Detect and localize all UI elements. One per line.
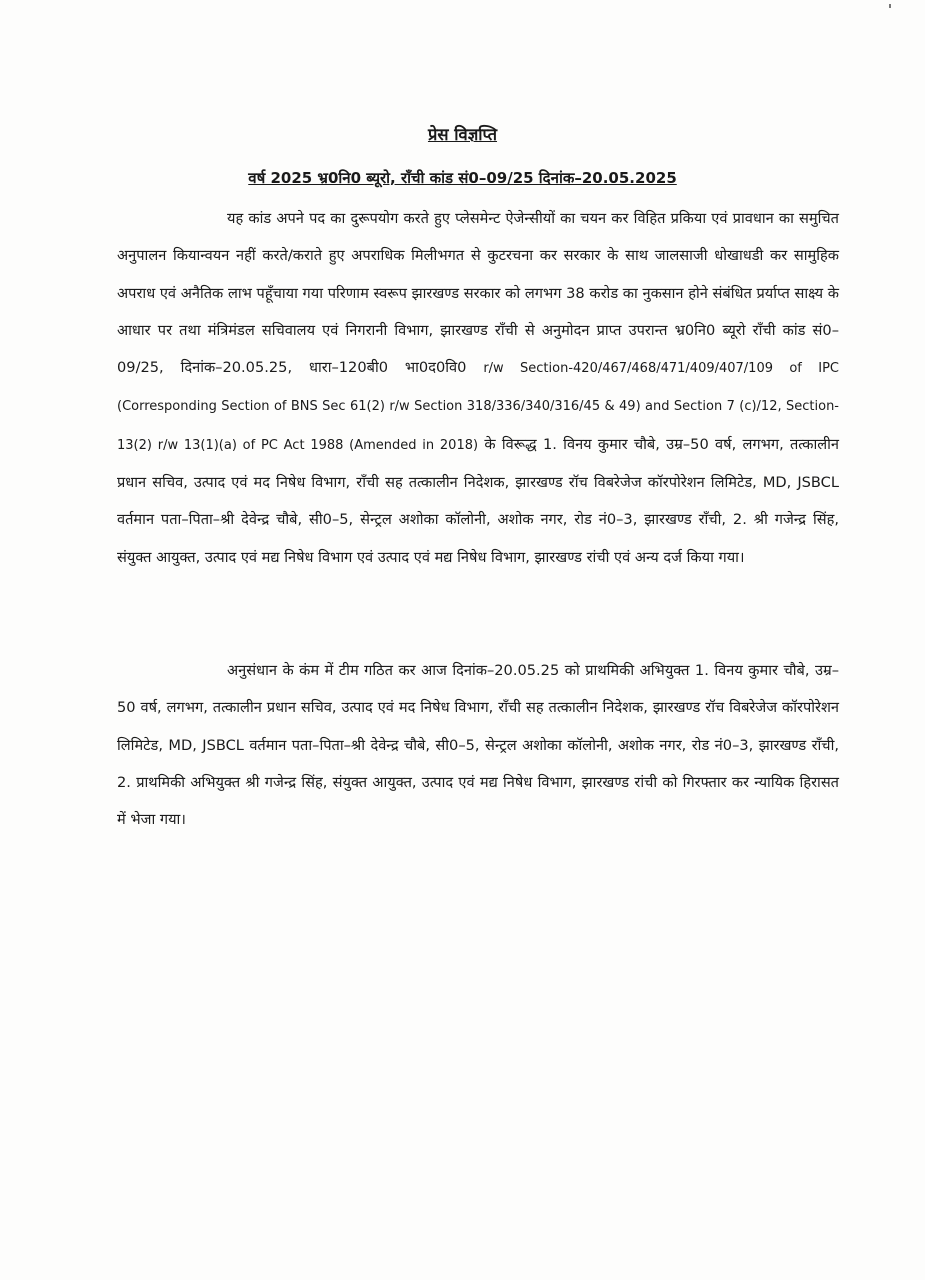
scan-speck [889, 4, 891, 8]
paragraph-case-details-part2: के विरूद्ध 1. विनय कुमार चौबे, उम्र–50 वर्ष, लगभग, तत्कालीन प्रधान सचिव, उत्पाद एवं मद निषेध विभाग, राँची सह तत्कालीन निदेशक, झारखण्ड रॉच विबरेजेज कॉरपोरेशन लिमिटेड, MD, JSBCL वर्तमान पता–पिता–श्री देवेन्द्र चौबे, सी0–5, सेन्ट्रल अशोका कॉलोनी, अशोक नगर, रोड नं0–3, झारखण्ड राँची, 2. श्री गजेन्द्र सिंह, संयुक्त आयुक्त, उत्पाद एवं मद्य निषेध विभाग एवं उत्पाद एवं मद्य निषेध विभाग, झारखण्ड रांची एवं अन्य दर्ज किया गया। [117, 435, 839, 566]
paragraph-case-details-part1: यह कांड अपने पद का दुरूपयोग करते हुए प्लेसमेन्ट ऐजेन्सीयों का चयन कर विहित प्रकिया एवं प्रावधान का समुचित अनुपालन कियान्वयन नहीं करते/कराते हुए अपराधिक मिलीभगत से कुटरचना कर सरकार के साथ जालसाजी धोखाधडी कर सामुहिक अपराध एवं अनैतिक लाभ पहूँचाया गया परिणाम स्वरूप झारखण्ड सरकार को लगभग 38 करोड का नुकसान होने संबंधित प्रर्याप्त साक्ष्य के आधार पर तथा मंत्रिमंडल सचिवालय एवं निगरानी विभाग, झारखण्ड राँची से अनुमोदन प्राप्त उपरान्त भ्र0नि0 ब्यूरो राँची कांड सं0–09/25, दिनांक–20.05.25, धारा–120बी0 भा0द0वि0 [117, 210, 839, 377]
case-reference-heading: वर्ष 2025 भ्र0नि0 ब्यूरो, राँची कांड सं0–09/25 दिनांक–20.05.2025 [248, 169, 677, 187]
paragraph-case-details [117, 200, 839, 576]
document-title: प्रेस विज्ञप्ति [427, 125, 498, 144]
legal-sections-text: r/w Section-420/467/468/471/409/407/109 of IPC (Corresponding Section of BNS Sec 61(2) r/w Section 318/336/340/316/45 & 49) and Section 7 (c)/12, Section-13(2) r/w 13(1)(a) of PC Act 1988 (Amended in 2018) [117, 361, 839, 453]
paragraph-arrest-details: अनुसंधान के कंम में टीम गठित कर आज दिनांक–20.05.25 को प्राथमिकी अभियुक्त 1. विनय कुमार चौबे, उम्र–50 वर्ष, लगभग, तत्कालीन प्रधान सचिव, उत्पाद एवं मद निषेध विभाग, राँची सह तत्कालीन निदेशक, झारखण्ड रॉच विबरेजेज कॉरपोरेशन लिमिटेड, MD, JSBCL वर्तमान पता–पिता–श्री देवेन्द्र चौबे, सी0–5, सेन्ट्रल अशोका कॉलोनी, अशोक नगर, रोड नं0–3, झारखण्ड राँची, 2. प्राथमिकी अभियुक्त श्री गजेन्द्र सिंह, संयुक्त आयुक्त, उत्पाद एवं मद्य निषेध विभाग, झारखण्ड रांची को गिरफ्तार कर न्यायिक हिरासत में भेजा गया। [117, 662, 839, 829]
